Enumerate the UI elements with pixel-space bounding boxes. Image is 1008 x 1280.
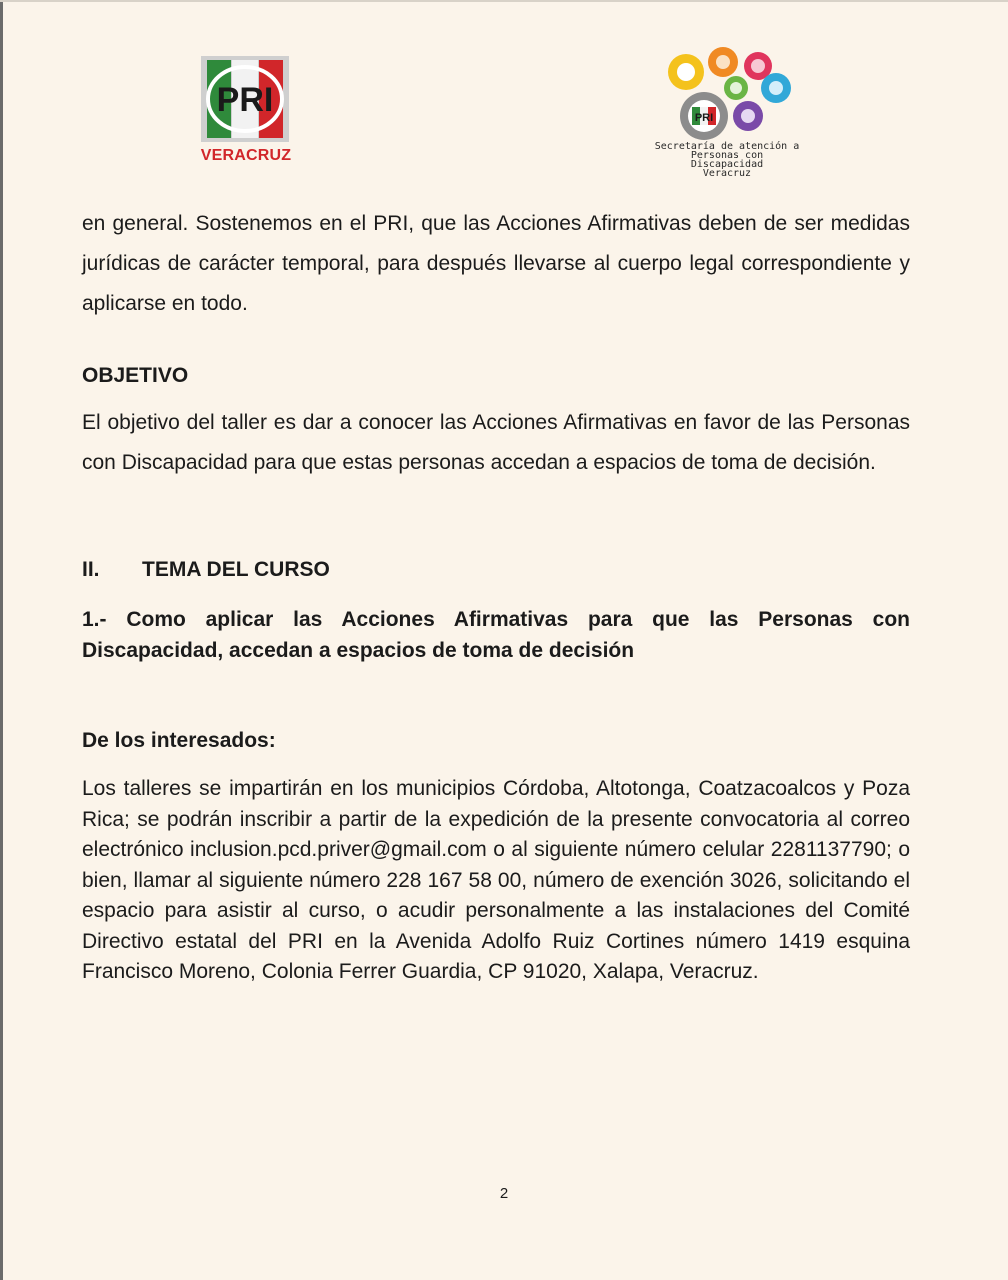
interesados-heading: De los interesados: — [82, 729, 276, 752]
secretaria-caption-line-2: Personas con Discapacidad — [690, 150, 764, 170]
curso-title: 1.- Como aplicar las Acciones Afirmativas para que las Personas con Discapacidad, accedan a espacios de toma de decisión — [82, 608, 910, 662]
intro-paragraph-text: en general. Sostenemos en el PRI, que las Acciones Afirmativas deben de ser medidas jurídicas de carácter temporal, para después llevarse al cuerpo legal correspondiente y aplicarse en todo. — [82, 212, 910, 315]
pri-emblem-icon — [201, 56, 289, 142]
tema-heading-text: TEMA DEL CURSO — [142, 558, 330, 581]
pri-veracruz-logo — [198, 56, 294, 166]
page-top-edge — [0, 0, 1008, 2]
intro-paragraph — [82, 204, 910, 324]
secretaria-logo-caption — [652, 142, 802, 178]
page-left-edge — [0, 0, 3, 1280]
pri-logo-emblem — [201, 56, 289, 142]
objetivo-paragraph-text: El objetivo del taller es dar a conocer las Acciones Afirmativas en favor de las Personas con Discapacidad para que estas personas accedan a espacios de toma de decisión. — [82, 411, 910, 474]
tema-number: II. — [82, 558, 100, 581]
page-number: 2 — [499, 1185, 509, 1202]
objetivo-paragraph — [82, 403, 910, 483]
secretaria-caption-line-1: Secretaría de atención a — [654, 141, 800, 152]
secretaria-logo-letters: PRI — [694, 112, 714, 124]
pri-logo-caption: VERACRUZ — [200, 147, 292, 164]
interesados-paragraph-text: Los talleres se impartirán en los municipios Córdoba, Altotonga, Coatzacoalcos y Poza Rica; se podrán inscribir a partir de la expedición de la presente convocatoria al correo electrónico inclusion.pcd.priver@gmail.com o al siguiente número celular 2281137790; o bien, llamar al siguiente número 228 167 58 00, número de exención 3026, solicitando el espacio para asistir al curso, o acudir personalmente a las instalaciones del Comité Directivo estatal del PRI en la Avenida Adolfo Ruiz Cortines número 1419 esquina Francisco Moreno, Colonia Ferrer Guardia, CP 91020, Xalapa, Veracruz. — [82, 777, 910, 983]
secretaria-caption-line-3: Veracruz — [702, 168, 752, 179]
secretaria-logo — [652, 44, 802, 179]
interesados-paragraph — [82, 774, 910, 988]
objetivo-heading: OBJETIVO — [82, 364, 189, 387]
gears-emblem-icon — [652, 44, 802, 142]
pri-logo-letters: PRI — [216, 81, 274, 119]
tema-heading — [82, 558, 330, 582]
